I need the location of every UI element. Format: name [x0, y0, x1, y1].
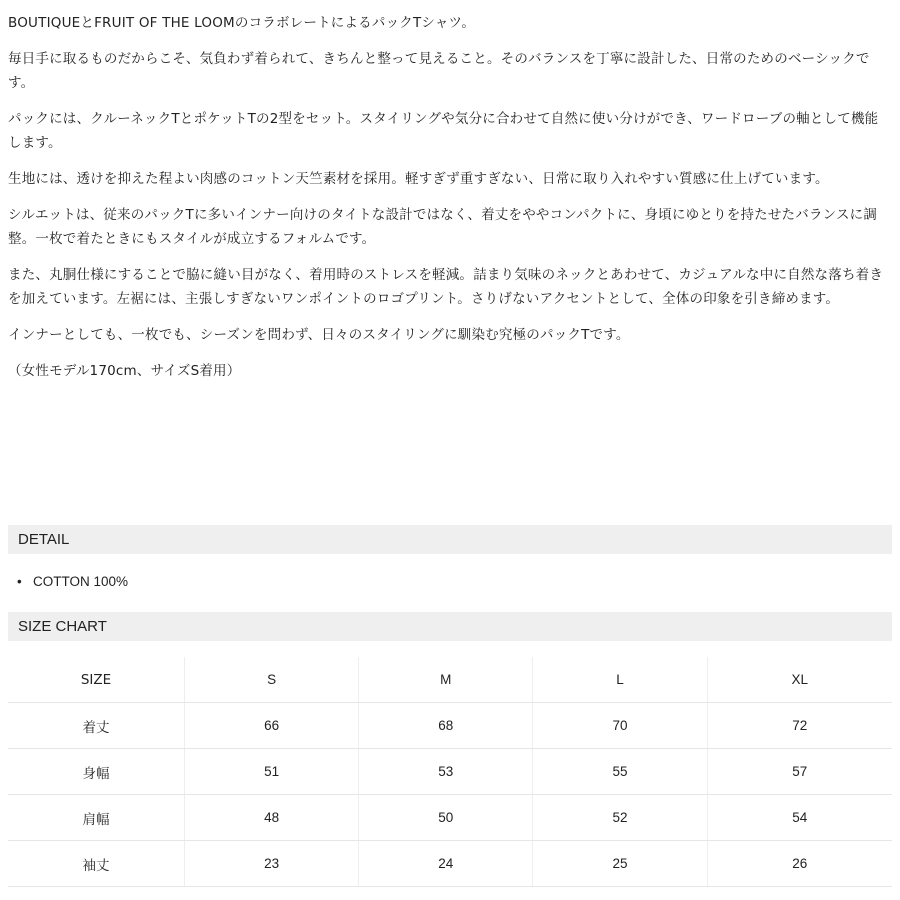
table-header-cell: SIZE	[8, 657, 185, 703]
description-paragraph: 毎日手に取るものだからこそ、気負わず着られて、きちんと整って見えること。そのバランスを丁寧に設計した、日常のためのベーシックです。	[8, 51, 870, 91]
table-cell: 50	[359, 795, 533, 841]
table-cell: 48	[185, 795, 359, 841]
table-cell: 57	[707, 749, 892, 795]
table-row	[8, 703, 892, 749]
table-cell: 25	[533, 841, 707, 887]
size-chart-section-header: SIZE CHART	[8, 612, 892, 641]
table-cell: 55	[533, 749, 707, 795]
table-cell: 23	[185, 841, 359, 887]
table-cell: 53	[359, 749, 533, 795]
table-cell: 51	[185, 749, 359, 795]
table-cell: 52	[533, 795, 707, 841]
size-chart-table	[8, 657, 892, 887]
description-paragraph: シルエットは、従来のパックTに多いインナー向けのタイトな設計ではなく、着丈をややコンパクトに、身頃にゆとりを持たせたバランスに調整。一枚で着たときにもスタイルが成立するフォルムです。	[8, 207, 878, 247]
table-row-label: 肩幅	[8, 795, 185, 841]
table-row	[8, 841, 892, 887]
table-cell: 26	[707, 841, 892, 887]
table-cell: 24	[359, 841, 533, 887]
detail-item-text: COTTON 100%	[33, 574, 129, 589]
table-header-row	[8, 657, 892, 703]
table-header-cell: M	[359, 657, 533, 703]
table-cell: 72	[707, 703, 892, 749]
table-cell: 70	[533, 703, 707, 749]
table-row	[8, 749, 892, 795]
table-header-cell: L	[533, 657, 707, 703]
table-header-cell: S	[185, 657, 359, 703]
detail-section-header: DETAIL	[8, 525, 892, 554]
detail-list	[15, 572, 128, 592]
model-note: （女性モデル170cm、サイズS着用）	[8, 363, 241, 379]
product-description	[8, 11, 892, 395]
table-row	[8, 795, 892, 841]
description-paragraph: BOUTIQUEとFRUIT OF THE LOOMのコラボレートによるパックTシャツ。	[8, 15, 476, 31]
detail-list-item	[15, 572, 128, 592]
table-row-label: 着丈	[8, 703, 185, 749]
description-paragraph: インナーとしても、一枚でも、シーズンを問わず、日々のスタイリングに馴染む究極のパックTです。	[8, 327, 630, 343]
description-paragraph: また、丸胴仕様にすることで脇に縫い目がなく、着用時のストレスを軽減。詰まり気味のネックとあわせて、カジュアルな中に自然な落ち着きを加えています。左裾には、主張しすぎないワンポイントのロゴプリント。さりげないアクセントとして、全体の印象を引き締めます。	[8, 267, 884, 307]
description-paragraph: 生地には、透けを抑えた程よい肉感のコットン天竺素材を採用。軽すぎず重すぎない、日常に取り入れやすい質感に仕上げています。	[8, 171, 829, 187]
table-row-label: 袖丈	[8, 841, 185, 887]
table-cell: 68	[359, 703, 533, 749]
table-cell: 66	[185, 703, 359, 749]
table-cell: 54	[707, 795, 892, 841]
bullet-icon: •	[17, 574, 22, 589]
table-header-cell: XL	[707, 657, 892, 703]
description-paragraph: パックには、クルーネックTとポケットTの2型をセット。スタイリングや気分に合わせて自然に使い分けができ、ワードローブの軸として機能します。	[8, 111, 879, 151]
table-row-label: 身幅	[8, 749, 185, 795]
